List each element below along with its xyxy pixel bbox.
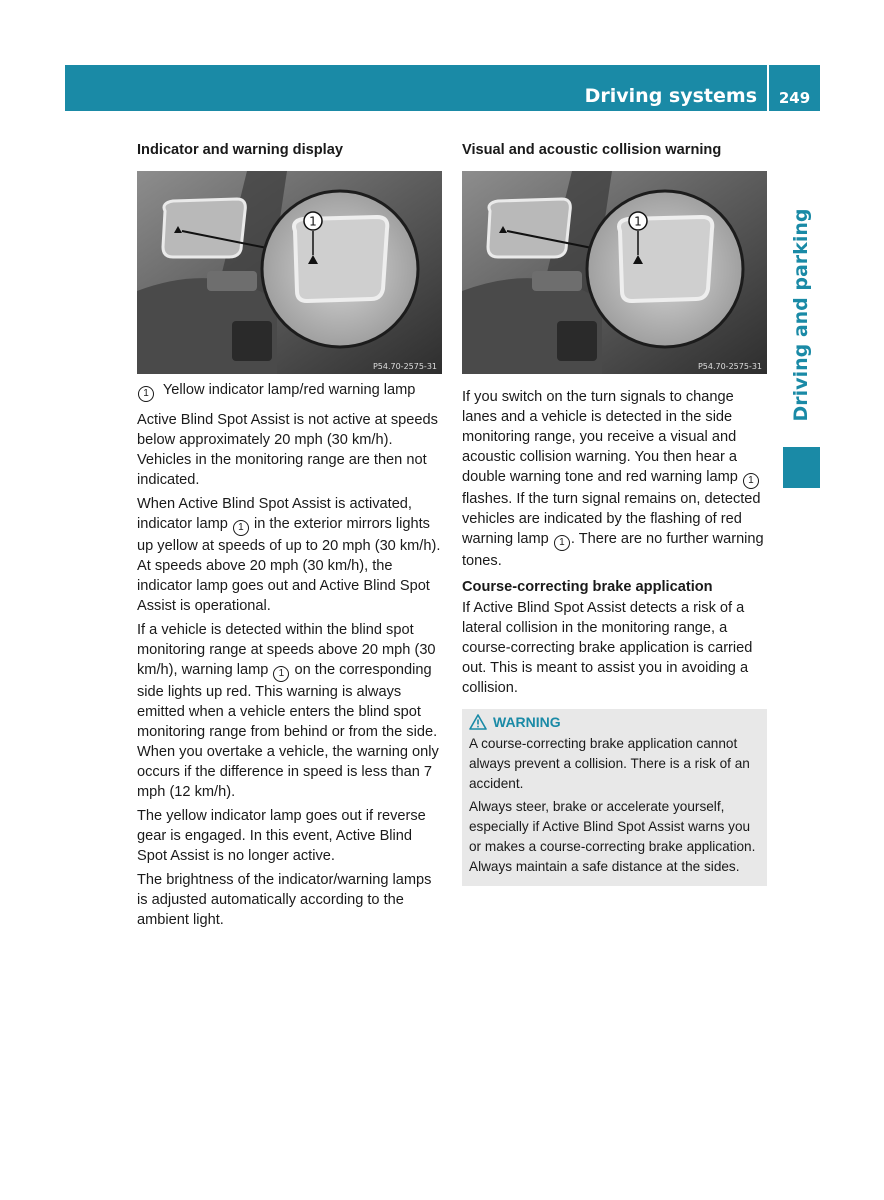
mirror-figure-left [137, 171, 442, 374]
page-number: 249 [778, 89, 811, 107]
paragraph: The yellow indicator lamp goes out if reverse gear is engaged. In this event, Active Blind Spot Assist is no longer active. [137, 808, 426, 864]
paragraph: If Active Blind Spot Assist detects a risk of a lateral collision in the monitoring range, a course-correcting brake application is carried out. This is meant to assist you in avoiding a collision. [462, 600, 753, 696]
course-correcting-heading: Course-correcting brake application [462, 579, 713, 595]
paragraph: If a vehicle is detected within the blind spot monitoring range at speeds above 20 mph (30 km/h), warning lamp 1 on the corresponding side lights up red. This warning is always emitted when a vehicle enters the blind spot monitoring range from behind or from the side. When you overtake a vehicle, the warning only occurs if the difference in speed is less than 7 mph (12 km/h). [137, 622, 439, 800]
callout-1-icon: 1 [233, 520, 249, 536]
figure-callout-number: 1 [309, 214, 317, 229]
left-column [137, 140, 442, 934]
callout-1-icon: 1 [273, 666, 289, 682]
figure-code: P54.70-2575-31 [372, 362, 437, 371]
figure-code: P54.70-2575-31 [697, 362, 762, 371]
warning-triangle-icon [469, 714, 487, 730]
right-heading: Visual and acoustic collision warning [462, 142, 722, 158]
mirror-figure-right [462, 171, 767, 374]
section-title: Driving systems [584, 85, 757, 107]
callout-1-icon: 1 [554, 535, 570, 551]
figure-caption [137, 380, 442, 402]
caption-text: Yellow indicator lamp/red warning lamp [162, 382, 416, 398]
warning-text: Always steer, brake or accelerate yourself, especially if Active Blind Spot Assist warns you or makes a course-correcting brake application. Always maintain a safe distance at the sides. [469, 799, 756, 874]
warning-header [469, 712, 759, 732]
right-column [462, 140, 767, 886]
left-heading: Indicator and warning display [137, 142, 343, 158]
warning-text: A course-correcting brake application cannot always prevent a collision. There is a risk of an accident. [469, 736, 750, 791]
figure-callout-number: 1 [634, 214, 642, 229]
paragraph: If you switch on the turn signals to change lanes and a vehicle is detected in the side monitoring range, you receive a visual and acoustic collision warning. You then hear a double warning tone and red warning lamp 1 flashes. If the turn signal remains on, detected vehicles are indicated by the flashing of red warning lamp 1 . There are no further warning tones. [462, 389, 764, 569]
side-tab-marker [783, 447, 820, 488]
paragraph: The brightness of the indicator/warning lamps is adjusted automatically according to the ambient light. [137, 872, 432, 928]
callout-1-icon: 1 [138, 386, 154, 402]
page-number-box [769, 65, 820, 111]
callout-1-icon: 1 [743, 473, 759, 489]
side-tab-label: Driving and parking [790, 208, 812, 422]
paragraph: Active Blind Spot Assist is not active at speeds below approximately 20 mph (30 km/h). Vehicles in the monitoring range are then not indicated. [137, 412, 438, 488]
header-bar [65, 65, 767, 111]
warning-title: WARNING [493, 714, 561, 730]
side-tab [781, 190, 821, 440]
paragraph: When Active Blind Spot Assist is activated, indicator lamp 1 in the exterior mirrors lights up yellow at speeds of up to 20 mph (30 km/h). At speeds above 20 mph (30 km/h), the indicator lamp goes out and Active Blind Spot Assist is operational. [137, 496, 441, 614]
warning-box [462, 709, 767, 886]
